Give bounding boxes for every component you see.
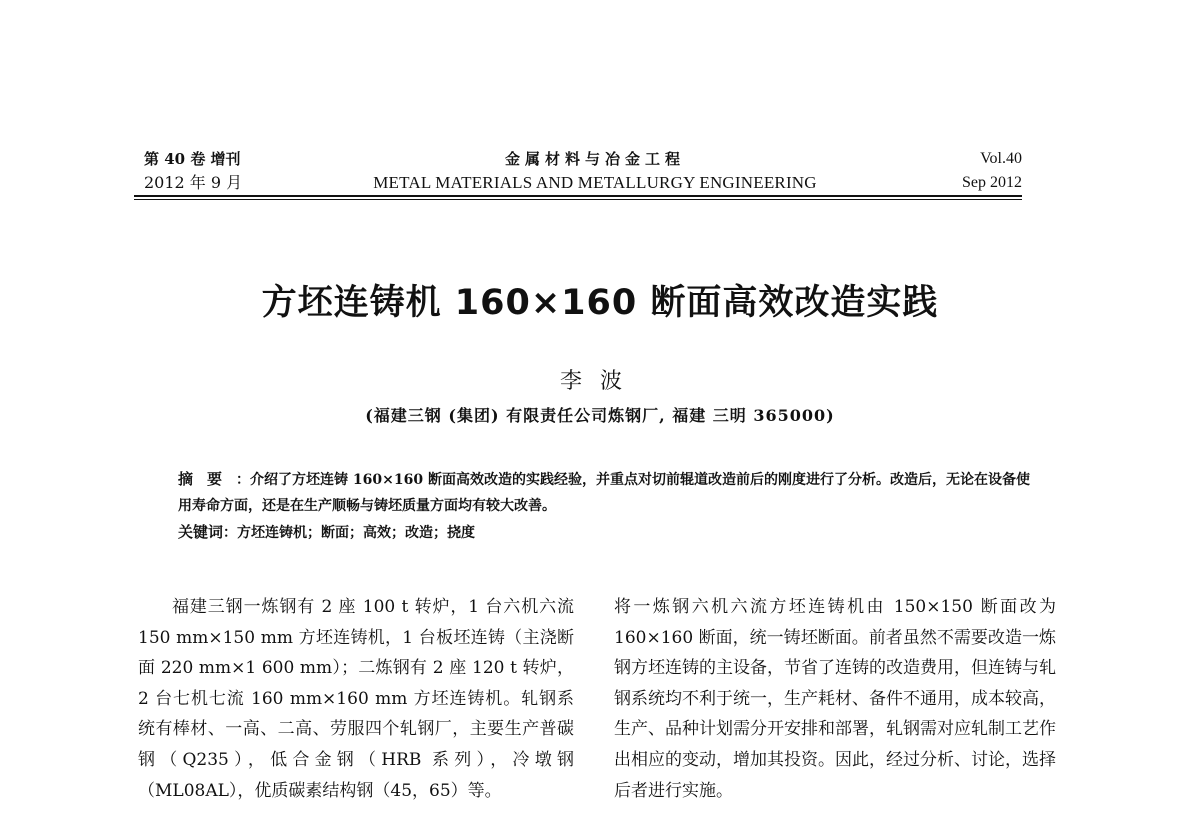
journal-name	[350, 147, 840, 195]
header-rule-thin	[134, 199, 1022, 200]
keywords-label: 关键词	[178, 523, 224, 541]
article-author: 李波	[559, 369, 640, 394]
date-cn: 2012 年 9 月	[144, 173, 243, 192]
body-right-column: 将一炼钢六机六流方坯连铸机由 150×150 断面改为 160×160 断面，统一铸坯断面。前者虽然不需要改造一炼钢方坯连铸的主设备，节省了连铸的改造费用，但连铸与轧钢系统均不利于统一，生产耗材、备件不通用，成本较高，生产、品种计划需分开安排和部署，轧钢需对应轧制工艺作出相应的变动，增加其投资。因此，经过分析、讨论，选择后者进行实施。	[614, 597, 1056, 801]
journal-name-en: METAL MATERIALS AND METALLURGY ENGINEERING	[373, 173, 817, 192]
abstract-paragraph	[178, 466, 1038, 519]
volume-cn: 第 40 卷 增刊	[144, 150, 241, 168]
abstract-block	[178, 466, 1038, 546]
header-rule-thick	[134, 195, 1022, 197]
volume-en: Vol.40	[980, 150, 1022, 167]
journal-name-cn: 金属材料与冶金工程	[504, 150, 685, 168]
body-left-column: 福建三钢一炼钢有 2 座 100 t 转炉，1 台六机六流 150 mm×150 mm 方坯连铸机，1 台板坯连铸（主浇断面 220 mm×1 600 mm）；二炼钢有 2 座 120 t 转炉，2 台七机七流 160 mm×160 mm 方坯连铸机。轧钢系统有棒材、一高、二高、劳服四个轧钢厂，主要生产普碳钢（Q235），低合金钢（HRB 系列），冷墩钢（ML08AL），优质碳素结构钢（45，65）等。	[138, 597, 574, 801]
abstract-text: 介绍了方坯连铸 160×160 断面高效改造的实践经验，并重点对切前辊道改造前后的刚度进行了分析。改造后，无论在设备使用寿命方面，还是在生产顺畅与铸坯质量方面均有较大改善。	[178, 472, 1030, 514]
keywords-paragraph	[178, 519, 1038, 546]
keywords-text: 方坯连铸机；断面；高效；改造；挠度	[237, 525, 476, 541]
header-volume-date-en	[962, 147, 1022, 195]
article-title: 方坯连铸机 160×160 断面高效改造实践	[261, 283, 939, 323]
abstract-colon: ：	[236, 472, 251, 488]
keywords-colon: ：	[223, 525, 238, 541]
date-en: Sep 2012	[962, 174, 1022, 191]
header-volume-date	[144, 147, 242, 195]
abstract-label: 摘要	[178, 470, 237, 488]
article-affiliation: (福建三钢 (集团) 有限责任公司炼钢厂, 福建 三明 365000)	[365, 406, 835, 425]
